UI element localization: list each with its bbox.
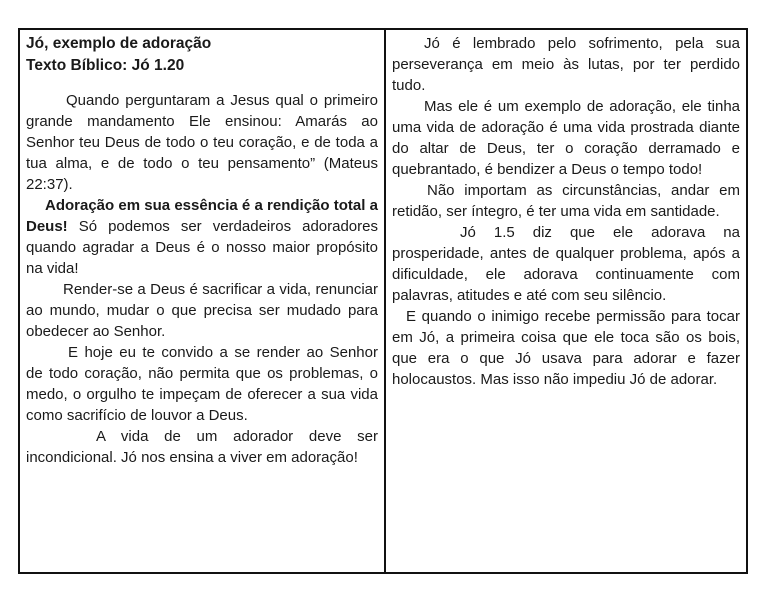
- left-paragraph-4: E hoje eu te convido a se render ao Senhor de todo coração, não permita que os problemas, o medo, o orgulho te impeçam de oferecer a sua vida como sacrifício de louvor a Deus.: [26, 344, 378, 424]
- left-paragraph-5: A vida de um adorador deve ser incondicional. Jó nos ensina a viver em adoração!: [26, 428, 378, 466]
- left-paragraph-2: [26, 195, 378, 279]
- right-paragraph-4: Jó 1.5 diz que ele adorava na prosperidade, antes de qualquer problema, após a dificuldade, ele adorava continuamente com palavras, atitudes e até com seu silêncio.: [392, 224, 740, 304]
- right-paragraph-1: Jó é lembrado pelo sofrimento, pela sua perseverança em meio às lutas, por ter perdido tudo.: [392, 35, 740, 94]
- right-paragraph-2: Mas ele é um exemplo de adoração, ele tinha uma vida de adoração é uma vida prostrada diante do altar de Deus, ter o coração derramado e quebrantado, é bendizer a Deus o tempo todo!: [392, 98, 740, 178]
- left-paragraph-3: Render-se a Deus é sacrificar a vida, renunciar ao mundo, mudar o que precisa ser mudado para obedecer ao Senhor.: [26, 281, 378, 340]
- two-column-table: [18, 28, 748, 574]
- bible-reference: Texto Bíblico: Jó 1.20: [26, 57, 185, 74]
- left-paragraph-1: Quando perguntaram a Jesus qual o primeiro grande mandamento Ele ensinou: Amarás ao Senhor teu Deus de todo o teu coração, e de toda a tua alma, e de todo o teu pensamento” (Mateus 22:37).: [26, 92, 378, 193]
- left-column: [20, 30, 386, 572]
- left-paragraph-2-rest: Só podemos ser verdadeiros adoradores quando agradar a Deus é o nosso maior propósito na vida!: [26, 218, 378, 277]
- right-column: [386, 30, 746, 572]
- right-paragraph-5: E quando o inimigo recebe permissão para tocar em Jó, a primeira coisa que ele toca são os bois, que era o que Jó usava para adorar e fazer holocaustos. Mas isso não impediu Jó de adorar.: [392, 308, 740, 388]
- document-title: Jó, exemplo de adoração: [26, 35, 212, 52]
- right-paragraph-3: Não importam as circunstâncias, andar em retidão, ser íntegro, é ter uma vida em santidade.: [392, 182, 740, 220]
- left-paragraph-2-bold: Adoração em sua essência é a rendição total a Deus!: [26, 197, 378, 235]
